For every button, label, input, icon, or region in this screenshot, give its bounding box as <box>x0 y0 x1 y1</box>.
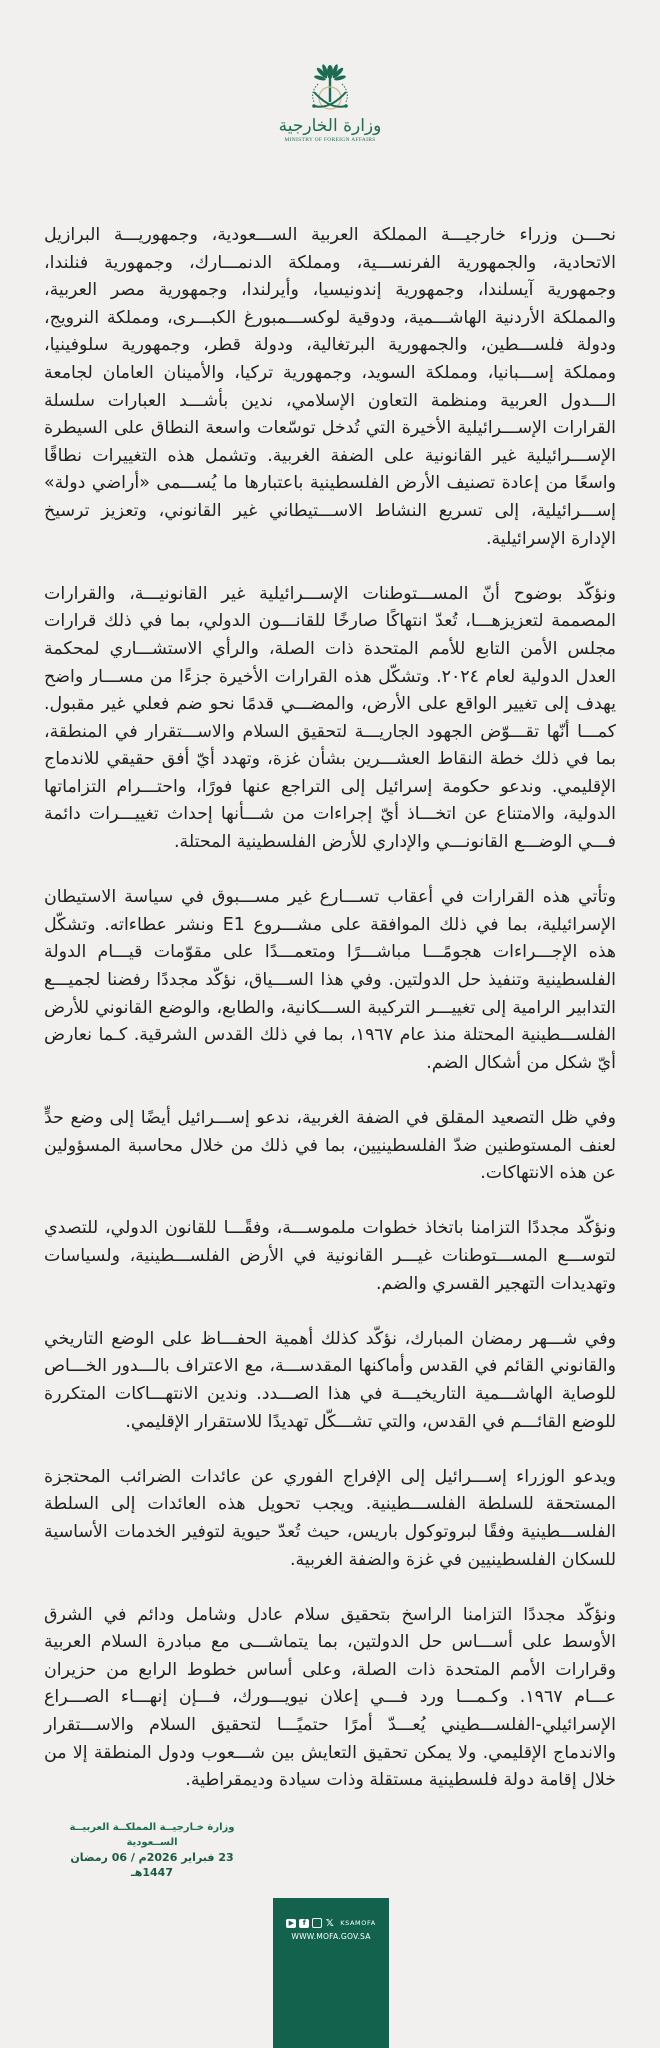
youtube-icon[interactable]: ▶ <box>286 1919 296 1928</box>
ministry-name-arabic: وزارة الخارجية <box>278 116 382 136</box>
statement-paragraph: وفي ظل التصعيد المقلق في الضفة الغربية، ندعو إســـرائيل أيضًا إلى وضع حدٍّ لعنف المستوطنين ضدّ الفلسطينيين، بما في ذلك من خلال محاسبة المسؤولين عن هذه الانتهاكات. <box>44 1108 616 1184</box>
issue-date: 23 فبراير 2026م / 06 رمضان 1447هـ <box>70 1851 234 1879</box>
joint-statement <box>44 222 616 1822</box>
instagram-icon[interactable] <box>312 1918 322 1928</box>
statement-paragraph: ونؤكّد بوضوح أنّ المســـتوطنات الإســـرائيلية غير القانونيـــة، والقرارات المصممة لتعزيزهـــا، تُعدّ انتهاكًا صارخًا للقانـــون الدولي، بما في ذلك قرارات مجلس الأمن التابع للأمم المتحدة ذات الصلة، والرأي الاستشـــاري لمحكمة العدل الدولية لعام ٢٠٢٤. وتشكّل هذه القرارات الأخيرة جزءًا من مســـار واضح يهدف إلى تغيير الواقع على الأرض، والمضـــي قدمًا نحو ضم فعلي غير مقبول. كمـــا أنّها تقـــوّض الجهود الجاريـــة لتحقيق السلام والاســـتقرار في المنطقة، بما في ذلك خطة النقاط العشـــرين بشأن غزة، وتهدد أيّ أفق حقيقي للاندماج الإقليمي. وندعو حكومة إسرائيل إلى التراجع عنها فورًا، واحتـــرام التزاماتها الدولية، والامتناع عن اتخـــاذ أيّ إجراءات من شـــأنها إحداث تغييـــرات دائمة فـــي الوضـــع القانونـــي والإداري للأرض الفلسطينية المحتلة. <box>44 583 616 853</box>
statement-paragraph: ونؤكّد مجددًا التزامنا الراسخ بتحقيق سلام عادل وشامل ودائم في الشرق الأوسط على أســـاس حل الدولتين، بما يتماشـــى مع مبادرة السلام العربية وقرارات الأمم المتحدة ذات الصلة، وعلى أساس خطوط الرابع من حزيران عـــام ١٩٦٧. وكـمـــا ورد فـــي إعلان نيويـــورك، فـــإن إنهـــاء الصـــراع الإسرائيلي-الفلســـطيني يُعـــدّ أمرًا حتميًـــا لتحقيق السلام والاســـتقرار والاندماج الإقليمي. ولا يمكن تحقيق التعايش بين شـــعوب ودول المنطقة إلا من خلال إقامة دولة فلسطينية مستقلة وذات سيادة وديمقراطية. <box>44 1604 617 1791</box>
statement-paragraph: وفي شـــهر رمضان المبارك، نؤكّد كذلك أهمية الحفـــاظ على الوضع التاريخي والقانوني القائم في القدس وأماكنها المقدســـة، مع الاعتراف بالـــدور الخـــاص للوصاية الهاشـــمية التاريخيـــة في هذا الصـــدد. وندين الانتهـــاكات المتكررة للوضع القائـــم في القدس، والتي تشـــكّل تهديدًا للاستقرار الإقليمي. <box>44 1328 616 1432</box>
facebook-icon[interactable]: f <box>299 1919 309 1928</box>
statement-paragraph: ونؤكّد مجددًا التزامنا باتخاذ خطوات ملموســـة، وفقًـــا للقانون الدولي، للتصدي لتوســـع المســـتوطنات غيـــر القانونية في الأرض الفلســـطينية، ولسياسات وتهديدات التهجير القسري والضم. <box>44 1218 616 1294</box>
website-link[interactable]: WWW.MOFA.GOV.SA <box>291 1932 371 1941</box>
statement-paragraph: وتأتي هذه القرارات في أعقاب تســـارع غير مســـبوق في سياسة الاستيطان الإسرائيلية، بما في ذلك الموافقة على مشـــروع E1 ونشر عطاءاته. وتشكّل هذه الإجـــراءات هجومًـــا مباشـــرًا ومتعمـــدًا على مقوّمات قيـــام الدولة الفلسطينية وتنفيذ حل الدولتين. وفي هذا الســـياق، نؤكّد مجددًا رفضنا لجميـــع التدابير الرامية إلى تغييـــر التركيبة الســـكانية، والطابع، والوضع القانوني للأرض الفلســـطينية المحتلة منذ عام ١٩٦٧، بما في ذلك القدس الشرقية. كـما نعارض أيّ شكل من أشكال الضم. <box>44 887 616 1073</box>
ministry-logo <box>0 62 660 144</box>
statement-paragraph: ويدعو الوزراء إســـرائيل إلى الإفراج الفوري عن عائدات الضرائب المحتجزة المستحقة للسلطة الفلســـطينية. ويجب تحويل هذه العائدات إلى السلطة الفلســـطينية وفقًا لبروتوكول باريس، حيث تُعدّ حيوية لتوفير الخدمات الأساسية للسكان الفلسطينيين في غزة والضفة الغربية. <box>44 1466 616 1570</box>
ministry-name-english: MINISTRY OF FOREIGN AFFAIRS <box>284 137 376 143</box>
footer-contact-box <box>273 1898 389 2048</box>
social-links <box>286 1917 375 1929</box>
saudi-emblem-icon <box>302 62 358 114</box>
x-icon[interactable]: 𝕏 <box>325 1917 334 1929</box>
issuer-name: وزارة خـارجيــة المملكــة العربيــة الســعودية <box>69 1822 235 1848</box>
statement-paragraph: نحـــن وزراء خارجيـــة المملكة العربية الســـعودية، وجمهوريـــة البرازيل الاتحادية، والجمهورية الفرنســـية، ومملكة الدنمـــارك، وجمهورية فنلندا، وجمهورية آيسلندا، وجمهورية إندونيسيا، وأيرلندا، وجمهورية مصر العربية، والمملكة الأردنية الهاشـــمية، ودوقية لوكســـمبورغ الكبـــرى، ومملكة النرويج، ودولة فلســـطين، والجمهورية البرتغالية، ودولة قطر، وجمهورية سلوفينيا، ومملكة إســـبانيا، ومملكة السويد، وجمهورية تركيا، والأمينان العامان لجامعة الـــدول العربية ومنظمة التعاون الإسلامي، ندين بأشـــد العبارات سلسلة القرارات الإســـرائيلية الأخيرة التي تُدخل توسّعات واسعة النطاق على السيطرة الإســـرائيلية غير القانونية على الضفة الغربية. وتشمل هذه التغييرات نطاقًا واسعًا من إعادة تصنيف الأرض الفلسطينية باعتبارها ما يُســـمى «أراضي دولة» إســـرائيلية، إلى تسريع النشاط الاســـتيطاني غير القانوني، وتعزيز ترسيخ الإدارة الإسرائيلية. <box>44 225 616 549</box>
signature-block <box>62 1820 242 1880</box>
social-handle[interactable]: KSAMOFA <box>340 1919 376 1927</box>
